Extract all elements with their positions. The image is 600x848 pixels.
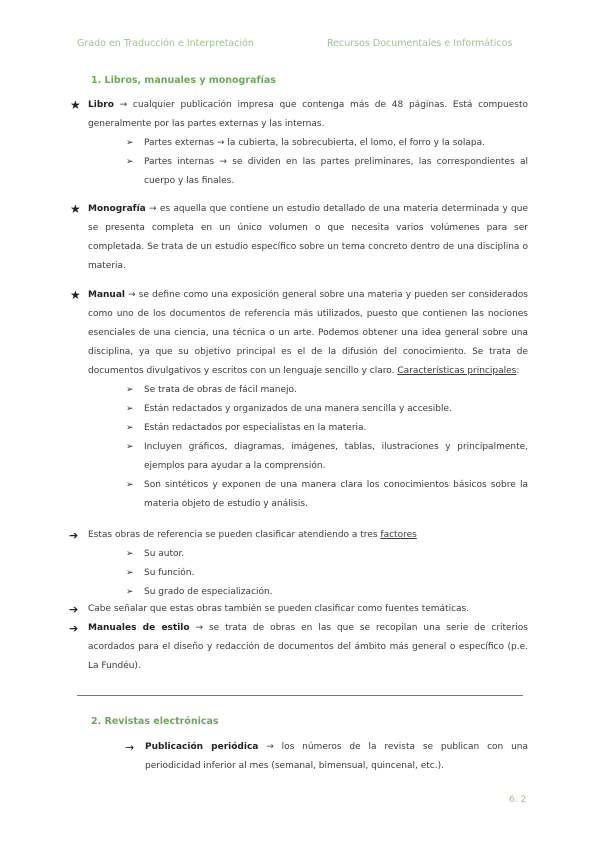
colon: : bbox=[516, 366, 520, 376]
list-item-text: Son sintéticos y exponen de una manera clara los conocimientos básicos sobre la materia objeto de estudio y análisis. bbox=[144, 480, 528, 509]
tematicas-entry bbox=[69, 600, 528, 619]
section-2-title: 2. Revistas electrónicas bbox=[91, 716, 219, 727]
arrow-bullet-icon: → bbox=[125, 741, 135, 754]
periodica-paragraph bbox=[145, 738, 528, 776]
star-bullet-icon: ★ bbox=[70, 202, 81, 216]
list-item-text: Están redactados y organizados de una manera sencilla y accesible. bbox=[144, 404, 452, 414]
libro-sublist bbox=[88, 134, 528, 191]
list-item-text: Están redactados por especialistas en la materia. bbox=[144, 423, 367, 433]
periodica-entry bbox=[125, 738, 529, 776]
list-item bbox=[126, 564, 528, 583]
sub-bullet-icon: ➢ bbox=[126, 568, 134, 578]
monografia-text: → es aquella que contiene un estudio detallado de una materia determinada y que se presenta completa en un único volumen o que necesita varios volúmenes para ser completada. Se trata de un estudio específico sobre un tema concreto dentro de una disciplina o materia. bbox=[88, 204, 528, 271]
periodica-term: Publicación periódica bbox=[145, 742, 259, 752]
characteristics-label: Características principales bbox=[397, 366, 517, 376]
star-bullet-icon: ★ bbox=[70, 98, 81, 112]
list-item bbox=[126, 419, 528, 438]
sub-bullet-icon: ➢ bbox=[126, 480, 134, 490]
section-1-title: 1. Libros, manuales y monografías bbox=[91, 75, 276, 86]
estilo-entry bbox=[69, 619, 528, 676]
estilo-text: → se trata de obras en las que se recopilan una serie de criterios acordados para el diseño y redacción de documentos del ámbito más general o específico (p.e. La Fundéu). bbox=[88, 623, 528, 671]
manual-text: → se define como una exposición general sobre una materia y pueden ser considerados como uno de los documentos de referencia más utilizados, puesto que contienen las nociones esenciales de una ciencia, una técnica o un arte. Podemos obtener una idea general sobre una disciplina, ya que su objetivo principal es el de la difusión del conocimiento. Se trata de documentos divulgativos y escritos con un lenguaje sencillo y claro. bbox=[88, 290, 528, 376]
arrow-bullet-icon: ➔ bbox=[69, 529, 79, 542]
factores-entry bbox=[69, 526, 528, 602]
list-item bbox=[126, 153, 528, 191]
list-item-text: Partes internas → se dividen en las partes preliminares, las correspondientes al cuerpo y las finales. bbox=[144, 157, 528, 186]
list-item bbox=[126, 545, 528, 564]
monografia-entry bbox=[70, 200, 528, 276]
libro-entry bbox=[70, 96, 528, 191]
list-item bbox=[126, 476, 528, 514]
manual-entry bbox=[70, 286, 528, 514]
factores-link: factores bbox=[380, 530, 417, 540]
sub-bullet-icon: ➢ bbox=[126, 404, 134, 414]
factores-paragraph bbox=[88, 526, 528, 545]
estilo-term: Manuales de estilo bbox=[88, 623, 190, 633]
factores-text: Estas obras de referencia se pueden clasificar atendiendo a tres bbox=[88, 530, 381, 540]
manual-sublist bbox=[88, 381, 528, 514]
monografia-paragraph bbox=[88, 200, 528, 276]
libro-text: → cualquier publicación impresa que contenga más de 48 páginas. Está compuesto generalmente por las partes externas y las internas. bbox=[88, 100, 528, 129]
arrow-bullet-icon: ➔ bbox=[69, 622, 79, 635]
arrow-bullet-icon: ➔ bbox=[69, 603, 79, 616]
monografia-term: Monografía bbox=[88, 204, 146, 214]
factores-sublist bbox=[88, 545, 528, 602]
sub-bullet-icon: ➢ bbox=[126, 549, 134, 559]
manual-paragraph bbox=[88, 286, 528, 381]
list-item bbox=[126, 438, 528, 476]
list-item-text: Partes externas → la cubierta, la sobrecubierta, el lomo, el forro y la solapa. bbox=[144, 138, 486, 148]
sub-bullet-icon: ➢ bbox=[126, 157, 134, 167]
list-item-text: Su autor. bbox=[144, 549, 185, 559]
sub-bullet-icon: ➢ bbox=[126, 442, 134, 452]
sub-bullet-icon: ➢ bbox=[126, 138, 134, 148]
list-item-text: Su función. bbox=[144, 568, 195, 578]
star-bullet-icon: ★ bbox=[70, 288, 81, 302]
header-course: Grado en Traducción e Interpretación bbox=[77, 38, 254, 49]
section-divider bbox=[77, 695, 523, 696]
list-item-text: Incluyen gráficos, diagramas, imágenes, tablas, ilustraciones y principalmente, ejemplos para ayudar a la comprensión. bbox=[144, 442, 528, 471]
list-item bbox=[126, 134, 528, 153]
tematicas-paragraph: Cabe señalar que estas obras también se pueden clasificar como fuentes temáticas. bbox=[88, 604, 470, 614]
list-item-text: Se trata de obras de fácil manejo. bbox=[144, 385, 297, 395]
libro-paragraph bbox=[88, 96, 528, 134]
estilo-paragraph bbox=[88, 619, 528, 676]
list-item bbox=[126, 400, 528, 419]
periodica-text: → los números de la revista se publican con una periodicidad inferior al mes (semanal, bimensual, quincenal, etc.). bbox=[145, 742, 529, 771]
sub-bullet-icon: ➢ bbox=[126, 423, 134, 433]
manual-term: Manual bbox=[88, 290, 126, 300]
list-item-text: Su grado de especialización. bbox=[144, 587, 273, 597]
libro-term: Libro bbox=[88, 100, 114, 110]
sub-bullet-icon: ➢ bbox=[126, 587, 134, 597]
list-item bbox=[126, 381, 528, 400]
page-number: 6. 2 bbox=[509, 795, 527, 805]
sub-bullet-icon: ➢ bbox=[126, 385, 134, 395]
header-subject: Recursos Documentales e Informáticos bbox=[327, 38, 513, 49]
